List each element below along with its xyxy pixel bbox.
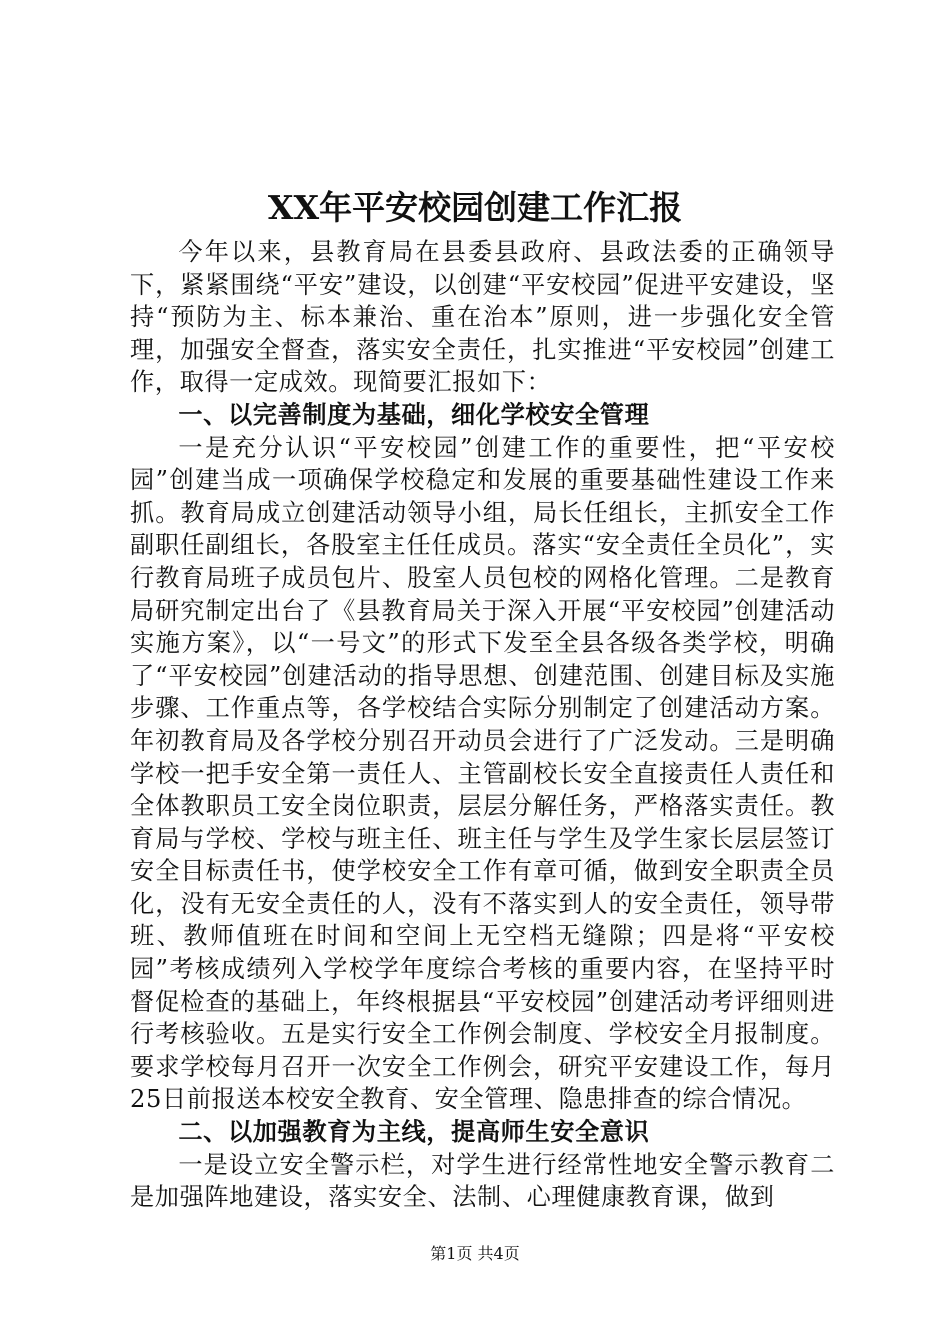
page-footer: 第1页 共4页 — [430, 1244, 520, 1263]
document-title: XX年平安校园创建工作汇报 — [267, 188, 683, 227]
section-1-paragraph: 一是充分认识“平安校园”创建工作的重要性，把“平安校园”创建当成一项确保学校稳定和发展的重要基础性建设工作来抓。教育局成立创建活动领导小组，局长任组长，主抓安全工作副职任副组长，各股室主任任成员。落实“安全责任全员化”，实行教育局班子成员包片、股室人员包校的网格化管理。二是教育局研究制定出台了《县教育局关于深入开展“平安校园”创建活动实施方案》，以“一号文”的形式下发至全县各级各类学校，明确了“平安校园”创建活动的指导思想、创建范围、创建目标及实施步骤、工作重点等，各学校结合实际分别制定了创建活动方案。年初教育局及各学校分别召开动员会进行了广泛发动。三是明确学校一把手安全第一责任人、主管副校长安全直接责任人责任和全体教职员工安全岗位职责，层层分解任务，严格落实责任。教育局与学校、学校与班主任、班主任与学生及学生家长层层签订安全目标责任书，使学校安全工作有章可循，做到安全职责全员化，没有无安全责任的人，没有不落实到人的安全责任，领导带班、教师值班在时间和空间上无空档无缝隙；四是将“平安校园”考核成绩列入学校学年度综合考核的重要内容，在坚持平时督促检查的基础上，年终根据县“平安校园”创建活动考评细则进行考核验收。五是实行安全工作例会制度、学校安全月报制度。要求学校每月召开一次安全工作例会，研究平安建设工作，每月25日前报送本校安全教育、安全管理、隐患排查的综合情况。 — [130, 433, 835, 1114]
section-2-paragraph: 一是设立安全警示栏，对学生进行经常性地安全警示教育二是加强阵地建设，落实安全、法制、心理健康教育课，做到 — [130, 1150, 835, 1212]
document-body — [130, 236, 835, 1214]
intro-paragraph: 今年以来，县教育局在县委县政府、县政法委的正确领导下，紧紧围绕“平安”建设，以创建“平安校园”促进平安建设，坚持“预防为主、标本兼治、重在治本”原则，进一步强化安全管理，加强安全督查，落实安全责任，扎实推进“平安校园”创建工作，取得一定成效。现简要汇报如下： — [130, 238, 835, 397]
section-2-heading: 二、以加强教育为主线，提高师生安全意识 — [178, 1118, 650, 1147]
section-1-heading: 一、以完善制度为基础，细化学校安全管理 — [178, 400, 650, 429]
